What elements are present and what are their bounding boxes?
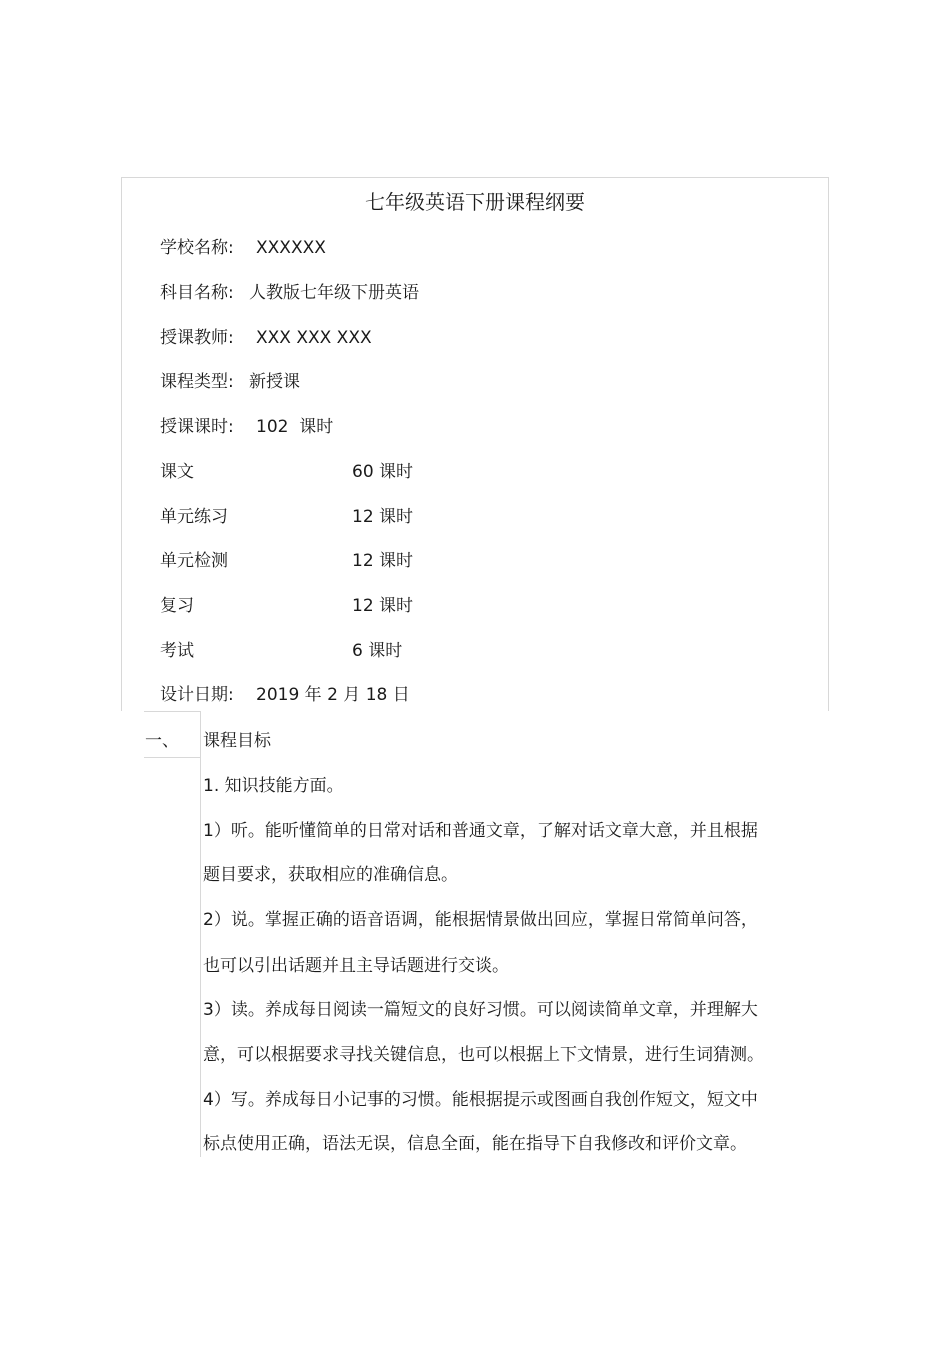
course-type-label: 课程类型: <box>160 372 234 392</box>
breakdown-name: 单元练习 <box>160 507 228 527</box>
goal-item-line: 标点使用正确，语法无误，信息全面，能在指导下自我修改和评价文章。 <box>203 1134 747 1154</box>
section-inner-left-border <box>200 711 201 1157</box>
goal-item-line: 4）写。养成每日小记事的习惯。能根据提示或图画自我创作短文，短文中 <box>203 1090 758 1110</box>
goal-item-line: 题目要求，获取相应的准确信息。 <box>203 865 458 885</box>
subject-label: 科目名称: <box>160 283 234 303</box>
document-title: 七年级英语下册课程纲要 <box>365 190 585 214</box>
section-label-bottom-border <box>144 757 201 758</box>
breakdown-hours: 12 课时 <box>352 596 414 616</box>
breakdown-hours: 6 课时 <box>352 641 403 661</box>
course-type-value: 新授课 <box>249 372 300 392</box>
table-top-border <box>121 177 829 178</box>
total-hours-label: 授课课时: <box>160 417 234 437</box>
design-date-value: 2019 年 2 月 18 日 <box>256 685 410 705</box>
design-date-label: 设计日期: <box>160 685 234 705</box>
breakdown-hours: 12 课时 <box>352 507 414 527</box>
goal-item-line: 1）听。能听懂简单的日常对话和普通文章，了解对话文章大意，并且根据 <box>203 821 758 841</box>
table-right-border <box>828 177 829 711</box>
breakdown-name: 考试 <box>160 641 194 661</box>
breakdown-name: 复习 <box>160 596 194 616</box>
teacher-value: XXX XXX XXX <box>256 328 372 348</box>
section-number: 一、 <box>145 731 179 751</box>
goal-item-line: 也可以引出话题并且主导话题进行交谈。 <box>203 956 509 976</box>
breakdown-hours: 60 课时 <box>352 462 414 482</box>
goal-item-line: 意，可以根据要求寻找关键信息，也可以根据上下文情景，进行生词猜测。 <box>203 1045 764 1065</box>
subsection-heading: 1. 知识技能方面。 <box>203 776 344 796</box>
school-label: 学校名称: <box>160 238 234 258</box>
teacher-label: 授课教师: <box>160 328 234 348</box>
total-hours-value: 102 课时 <box>256 417 334 437</box>
breakdown-name: 单元检测 <box>160 551 228 571</box>
school-value: XXXXXX <box>256 238 326 258</box>
table-left-border <box>121 177 122 711</box>
subject-value: 人教版七年级下册英语 <box>249 283 419 303</box>
breakdown-hours: 12 课时 <box>352 551 414 571</box>
section-heading: 课程目标 <box>203 731 271 751</box>
goal-item-line: 2）说。掌握正确的语音语调，能根据情景做出回应，掌握日常简单问答， <box>203 910 758 930</box>
section-top-border <box>144 711 201 712</box>
breakdown-name: 课文 <box>160 462 194 482</box>
goal-item-line: 3）读。养成每日阅读一篇短文的良好习惯。可以阅读简单文章，并理解大 <box>203 1000 758 1020</box>
